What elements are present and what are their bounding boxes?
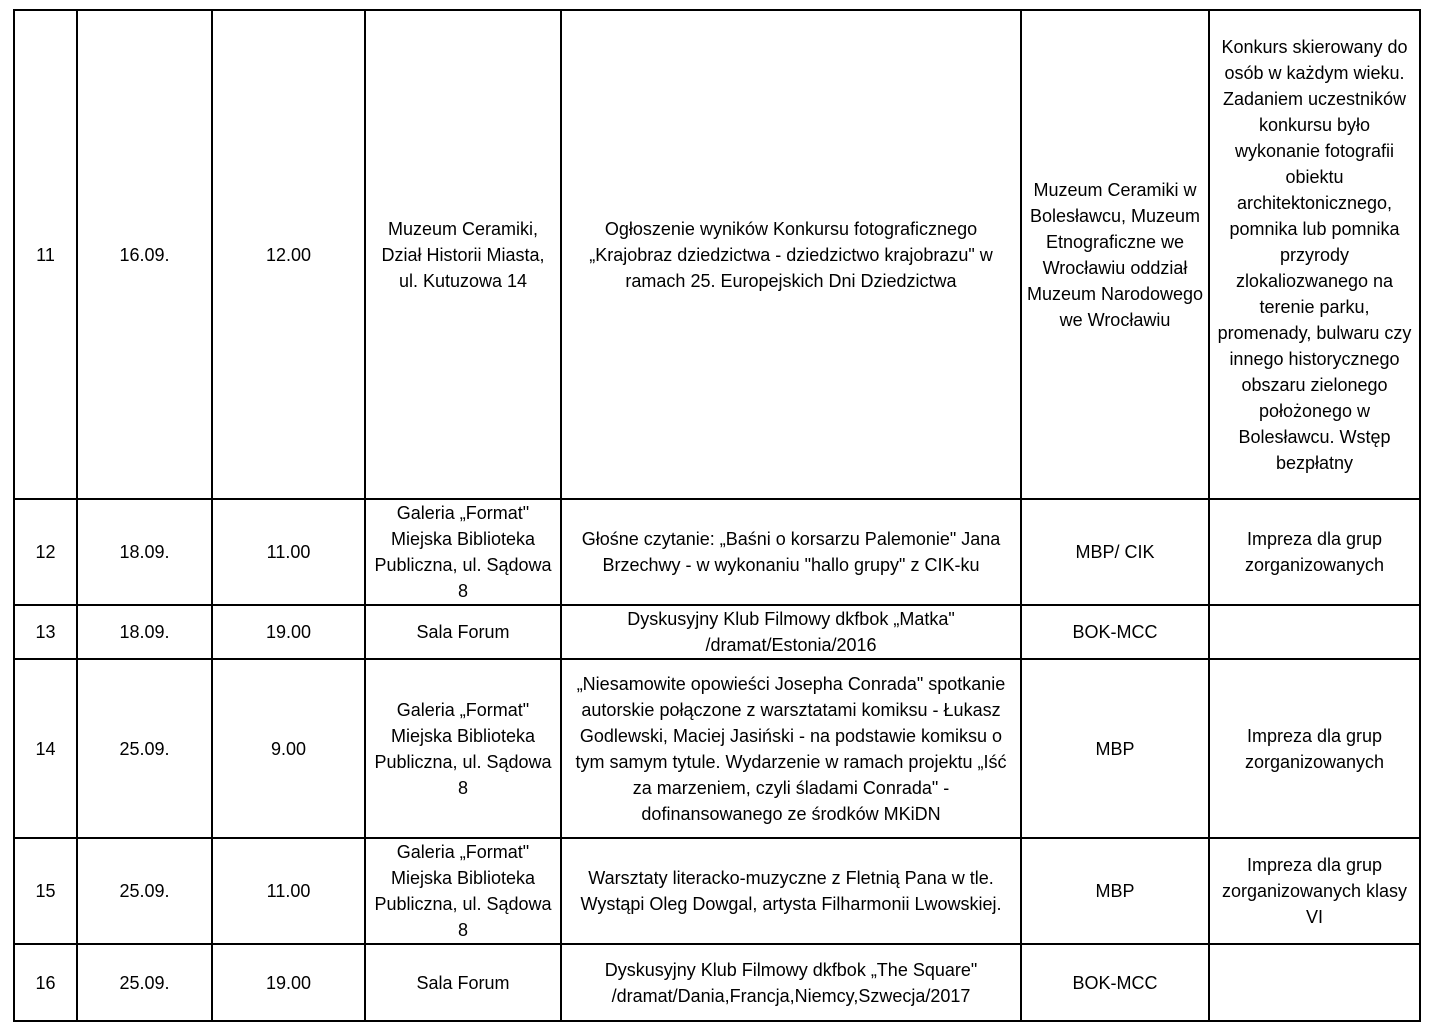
table-row: [14, 659, 1420, 838]
cell-place: Galeria „Format" Miejska Biblioteka Publiczna, ul. Sądowa 8: [365, 659, 561, 838]
cell-place: Sala Forum: [365, 944, 561, 1021]
cell-event: Głośne czytanie: „Baśni o korsarzu Palemonie" Jana Brzechwy - w wykonaniu "hallo grupy" z CIK-ku: [561, 499, 1021, 605]
cell-notes: Impreza dla grup zorganizowanych: [1209, 659, 1420, 838]
cell-number: 15: [14, 838, 77, 944]
cell-time: 11.00: [212, 838, 365, 944]
cell-time: 9.00: [212, 659, 365, 838]
cell-number: 16: [14, 944, 77, 1021]
cell-organizer: BOK-MCC: [1021, 944, 1209, 1021]
cell-time: 19.00: [212, 605, 365, 659]
events-table: [13, 9, 1421, 1022]
cell-number: 14: [14, 659, 77, 838]
table-row: [14, 944, 1420, 1021]
table-row: [14, 838, 1420, 944]
cell-date: 18.09.: [77, 499, 212, 605]
cell-time: 11.00: [212, 499, 365, 605]
cell-place: Galeria „Format" Miejska Biblioteka Publiczna, ul. Sądowa 8: [365, 499, 561, 605]
cell-number: 12: [14, 499, 77, 605]
cell-organizer: MBP: [1021, 659, 1209, 838]
cell-event: „Niesamowite opowieści Josepha Conrada" spotkanie autorskie połączone z warsztatami komiksu - Łukasz Godlewski, Maciej Jasiński - na podstawie komiksu o tym samym tytule. Wydarzenie w ramach projektu „Iść za marzeniem, czyli śladami Conrada" - dofinansowanego ze środków MKiDN: [561, 659, 1021, 838]
cell-event: Dyskusyjny Klub Filmowy dkfbok „Matka" /dramat/Estonia/2016: [561, 605, 1021, 659]
cell-date: 25.09.: [77, 944, 212, 1021]
cell-organizer: MBP/ CIK: [1021, 499, 1209, 605]
cell-number: 11: [14, 10, 77, 499]
cell-organizer: BOK-MCC: [1021, 605, 1209, 659]
cell-organizer: Muzeum Ceramiki w Bolesławcu, Muzeum Etnograficzne we Wrocławiu oddział Muzeum Narodowego we Wrocławiu: [1021, 10, 1209, 499]
cell-notes: Impreza dla grup zorganizowanych klasy VI: [1209, 838, 1420, 944]
cell-notes: Impreza dla grup zorganizowanych: [1209, 499, 1420, 605]
cell-place: Galeria „Format" Miejska Biblioteka Publiczna, ul. Sądowa 8: [365, 838, 561, 944]
cell-place: Sala Forum: [365, 605, 561, 659]
table-row: [14, 499, 1420, 605]
cell-number: 13: [14, 605, 77, 659]
cell-date: 16.09.: [77, 10, 212, 499]
cell-time: 12.00: [212, 10, 365, 499]
cell-event: Ogłoszenie wyników Konkursu fotograficznego „Krajobraz dziedzictwa - dziedzictwo krajobrazu" w ramach 25. Europejskich Dni Dziedzictwa: [561, 10, 1021, 499]
cell-notes: [1209, 605, 1420, 659]
cell-notes: [1209, 944, 1420, 1021]
cell-event: Warsztaty literacko-muzyczne z Fletnią Pana w tle. Wystąpi Oleg Dowgal, artysta Filharmonii Lwowskiej.: [561, 838, 1021, 944]
cell-date: 25.09.: [77, 659, 212, 838]
cell-organizer: MBP: [1021, 838, 1209, 944]
cell-time: 19.00: [212, 944, 365, 1021]
cell-place: Muzeum Ceramiki, Dział Historii Miasta, ul. Kutuzowa 14: [365, 10, 561, 499]
cell-date: 25.09.: [77, 838, 212, 944]
cell-notes: Konkurs skierowany do osób w każdym wieku. Zadaniem uczestników konkursu było wykonanie fotografii obiektu architektonicznego, pomnika lub pomnika przyrody zlokaliozwanego na terenie parku, promenady, bulwaru czy innego historycznego obszaru zielonego położonego w Bolesławcu. Wstęp bezpłatny: [1209, 10, 1420, 499]
cell-event: Dyskusyjny Klub Filmowy dkfbok „The Square" /dramat/Dania,Francja,Niemcy,Szwecja/2017: [561, 944, 1021, 1021]
cell-date: 18.09.: [77, 605, 212, 659]
table-row: [14, 605, 1420, 659]
table-row: [14, 10, 1420, 499]
